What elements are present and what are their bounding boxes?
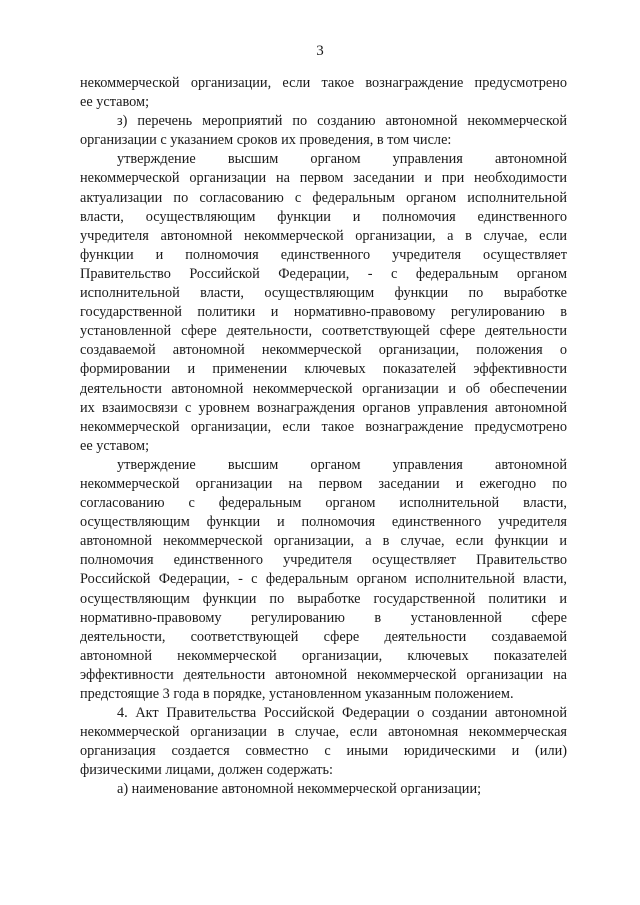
text-line: осуществляющим функции и полномочия единственного учредителя bbox=[80, 514, 567, 531]
text-line: функции и полномочия единственного учредителя осуществляет bbox=[80, 246, 567, 263]
text-line: з) перечень мероприятий по созданию автономной некоммерческой bbox=[117, 113, 567, 130]
text-line: физическими лицами, должен содержать: bbox=[80, 762, 334, 779]
text-line: государственной политики и нормативно-правовому регулированию в bbox=[80, 304, 567, 321]
text-line: некоммерческой организации, если такое вознаграждение предусмотрено bbox=[80, 75, 567, 91]
text-line: эффективности деятельности автономной некоммерческой организации на bbox=[80, 666, 567, 683]
text-line: деятельности автономной некоммерческой организации и об обеспечении bbox=[80, 380, 567, 397]
text-line: автономной некоммерческой организации, ключевых показателей bbox=[80, 647, 567, 664]
text-line: некоммерческой организации в случае, если автономная некоммерческая bbox=[80, 724, 567, 741]
text-line: организации с указанием сроков их проведения, в том числе: bbox=[80, 132, 452, 149]
text-line: согласованию с федеральным органом исполнительной власти, bbox=[80, 495, 567, 512]
text-line: ее уставом; bbox=[80, 437, 150, 454]
document-body bbox=[80, 74, 567, 800]
text-line: организация создается совместно с иными юридическими и (или) bbox=[80, 743, 567, 760]
text-line: некоммерческой организации, если такое вознаграждение предусмотрено bbox=[80, 418, 567, 435]
text-line: полномочия единственного учредителя осуществляет Правительство bbox=[80, 552, 567, 569]
text-line: установленной сфере деятельности, соответствующей сфере деятельности bbox=[80, 323, 567, 340]
text-line: а) наименование автономной некоммерческой организации; bbox=[117, 781, 482, 798]
text-line: нормативно-правовому регулированию в установленной сфере bbox=[80, 609, 567, 626]
text-line: предстоящие 3 года в порядке, установленном указанным положением. bbox=[80, 686, 514, 702]
text-line: 4. Акт Правительства Российской Федерации о создании автономной bbox=[117, 705, 567, 722]
text-line: ее уставом; bbox=[80, 94, 150, 111]
text-line: актуализации по согласованию с федеральным органом исполнительной bbox=[80, 189, 567, 206]
text-line: исполнительной власти, осуществляющим функции по выработке bbox=[80, 285, 567, 302]
text-line: осуществляющим функции по выработке государственной политики и bbox=[80, 590, 567, 607]
text-line: автономной некоммерческой организации, а в случае, если функции и bbox=[80, 533, 567, 550]
text-line: Правительство Российской Федерации, - с федеральным органом bbox=[80, 265, 567, 282]
text-line: деятельности, соответствующей сфере деятельности создаваемой bbox=[80, 628, 567, 645]
text-line: их взаимосвязи с уровнем вознаграждения органов управления автономной bbox=[80, 399, 567, 416]
text-line: некоммерческой организации на первом заседании и при необходимости bbox=[80, 170, 567, 187]
text-line: учредителя автономной некоммерческой организации, а в случае, если bbox=[80, 227, 567, 244]
text-line: создаваемой автономной некоммерческой организации, положения о bbox=[80, 342, 567, 359]
page-number: 3 bbox=[316, 43, 324, 59]
text-line: некоммерческой организации на первом заседании и ежегодно по bbox=[80, 475, 567, 492]
text-line: формировании и применении ключевых показателей эффективности bbox=[80, 361, 567, 378]
text-line: утверждение высшим органом управления автономной bbox=[117, 151, 567, 168]
text-line: Российской Федерации, - с федеральным органом исполнительной власти, bbox=[80, 571, 567, 588]
text-line: власти, осуществляющим функции и полномочия единственного bbox=[80, 208, 567, 225]
text-line: утверждение высшим органом управления автономной bbox=[117, 456, 567, 473]
